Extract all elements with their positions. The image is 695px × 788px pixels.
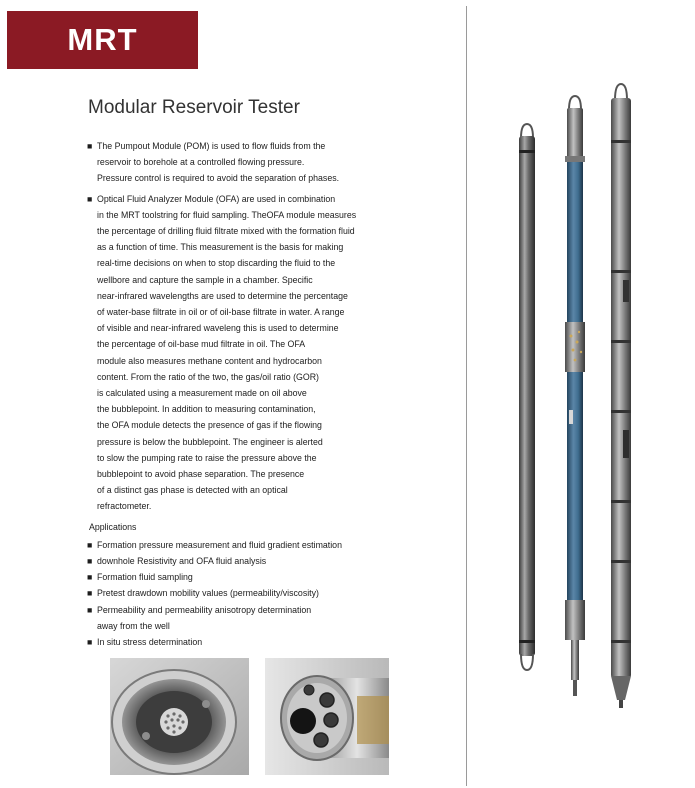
bullet-square-icon: ■ bbox=[87, 141, 93, 151]
text-line: of a distinct gas phase is detected with an optical bbox=[97, 485, 288, 496]
applications-heading: Applications bbox=[89, 521, 137, 532]
text-line: content. From the ratio of the two, the gas/oil ratio (GOR) bbox=[97, 371, 319, 382]
bullet-square-icon: ■ bbox=[87, 637, 93, 648]
text-line: the OFA module detects the presence of gas if the flowing bbox=[97, 420, 322, 431]
bullet-ofa-module bbox=[87, 191, 387, 515]
text-line: Permeability and permeability anisotropy determination bbox=[97, 604, 312, 615]
text-line: Formation fluid sampling bbox=[97, 572, 193, 583]
application-item bbox=[87, 537, 387, 553]
ofa-module-photo bbox=[265, 658, 389, 775]
mrt-tool-strings-image bbox=[505, 80, 635, 720]
mrt-logo bbox=[7, 11, 198, 69]
logo-text: MRT bbox=[67, 22, 138, 57]
text-line: Optical Fluid Analyzer Module (OFA) are used in combination bbox=[97, 193, 336, 204]
text-line: near-infrared wavelengths are used to determine the percentage bbox=[97, 290, 348, 301]
text-line: the percentage of drilling fluid filtrate mixed with the formation fluid bbox=[97, 226, 355, 237]
text-line: module also measures methane content and hydrocarbon bbox=[97, 355, 322, 366]
text-line: as a function of time. This measurement is the basis for making bbox=[97, 242, 344, 253]
application-item bbox=[87, 634, 387, 650]
text-line: In situ stress determination bbox=[97, 637, 203, 648]
bullet-square-icon: ■ bbox=[87, 556, 93, 567]
probe-module-photo bbox=[110, 658, 249, 775]
bullet-square-icon: ■ bbox=[87, 572, 93, 583]
application-item bbox=[87, 602, 387, 634]
text-line: bubblepoint to avoid phase separation. The presence bbox=[97, 469, 305, 480]
text-line: downhole Resistivity and OFA fluid analysis bbox=[97, 556, 267, 567]
bullet-square-icon: ■ bbox=[87, 588, 93, 599]
application-item bbox=[87, 569, 387, 585]
application-item bbox=[87, 585, 387, 601]
text-line: pressure is below the bubblepoint. The engineer is alerted bbox=[97, 436, 323, 447]
text-line: Pretest drawdown mobility values (permeability/viscosity) bbox=[97, 588, 319, 599]
text-line: real-time decisions on when to stop discarding the fluid to the bbox=[97, 258, 336, 269]
text-line: refractometer. bbox=[97, 501, 152, 512]
text-line: the bubblepoint. In addition to measuring contamination, bbox=[97, 404, 316, 415]
text-line: Formation pressure measurement and fluid gradient estimation bbox=[97, 539, 342, 550]
column-divider bbox=[466, 6, 467, 786]
text-line: is calculated using a measurement made on oil above bbox=[97, 388, 307, 399]
text-line: to slow the pumping rate to raise the pressure above the bbox=[97, 452, 317, 463]
bullet-square-icon: ■ bbox=[87, 604, 93, 615]
text-line: of water-base filtrate in oil or of oil-base filtrate in water. A range bbox=[97, 307, 345, 318]
text-line: in the MRT toolstring for fluid sampling. TheOFA module measures bbox=[97, 209, 357, 220]
text-line: Pressure control is required to avoid the separation of phases. bbox=[97, 173, 340, 184]
text-line: reservoir to borehole at a controlled flowing pressure. bbox=[97, 157, 305, 168]
text-line: the percentage of oil-base mud filtrate in oil. The OFA bbox=[97, 339, 306, 350]
bullet-pumpout-module bbox=[87, 138, 387, 187]
text-line: away from the well bbox=[97, 620, 170, 631]
application-item bbox=[87, 553, 387, 569]
text-line: The Pumpout Module (POM) is used to flow fluids from the bbox=[97, 141, 326, 151]
description-text bbox=[87, 138, 387, 650]
page-title: Modular Reservoir Tester bbox=[88, 97, 300, 118]
bullet-square-icon: ■ bbox=[87, 539, 93, 550]
text-line: of visible and near-infrared waveleng this is used to determine bbox=[97, 323, 339, 334]
text-line: wellbore and capture the sample in a chamber. Specific bbox=[97, 274, 313, 285]
bullet-square-icon: ■ bbox=[87, 193, 93, 204]
tool-left bbox=[519, 124, 535, 670]
